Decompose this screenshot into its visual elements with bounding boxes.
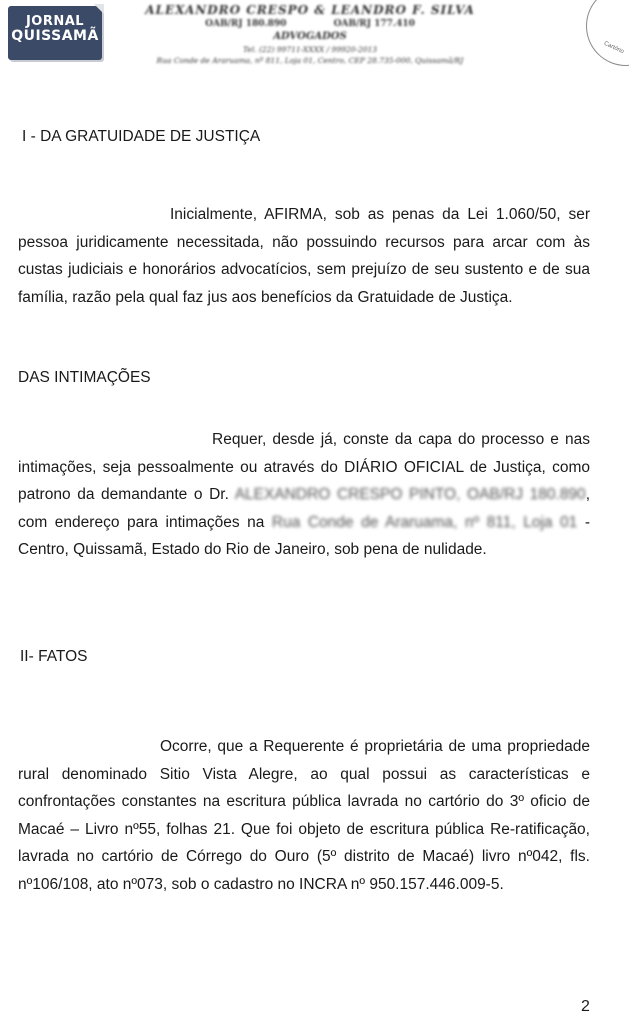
logo-corner-fold [94, 4, 104, 14]
letterhead-oab-line [110, 18, 510, 30]
section-heading-fatos: II- FATOS [20, 648, 88, 665]
newspaper-logo [8, 6, 102, 60]
paragraph-fatos-text: Ocorre, que a Requerente é proprietária de uma propriedade rural denominado Sitio Vista Alegre, ao qual possui as características e confrontações constantes na escritura pública lavrada no cartório do 3º oficio de Macaé – Livro nº55, folhas 21. Que foi objeto de escritura pública Re-ratificação, lavrada no cartório de Córrego do Ouro (5º distrito de Macaé) livro nº042, fls. nº106/108, ato nº073, sob o cadastro no INCRA nº 950.157.446.009-5. [18, 738, 590, 893]
paragraph-fatos [18, 733, 590, 898]
redacted-address: Rua Conde de Araruama, nº 811, Loja 01 [271, 513, 578, 531]
letterhead-subtitle: ADVOGADOS [273, 31, 347, 42]
oab-left: OAB/RJ 180.890 [205, 19, 287, 29]
paragraph-gratuidade-text: Inicialmente, AFIRMA, sob as penas da Lei 1.060/50, ser pessoa juridicamente necessitada, não possuindo recursos para arcar com às custas judiciais e honorários advocatícios, sem prejuízo de seu sustento e de sua família, razão pela qual faz jus aos benefícios da Gratuidade de Justiça. [18, 206, 590, 306]
court-seal-stamp [586, 0, 629, 66]
paragraph-intimacoes [18, 426, 590, 564]
paragraph-gratuidade [18, 201, 590, 311]
page-number: 2 [581, 998, 590, 1015]
intimacoes-text-2: , com endereço para intimações na [18, 486, 590, 531]
logo-line-1: JORNAL [25, 14, 85, 29]
oab-right: OAB/RJ 177.410 [333, 19, 415, 29]
letterhead [110, 3, 510, 66]
letterhead-title: ALEXANDRO CRESPO & LEANDRO F. SILVA [145, 3, 475, 17]
seal-text-side: Cartório [602, 40, 625, 56]
redacted-lawyer-name: ALEXANDRO CRESPO PINTO, OAB/RJ 180.890 [234, 486, 586, 503]
section-heading-gratuidade: I - DA GRATUIDADE DE JUSTIÇA [22, 128, 261, 145]
letterhead-contact: Tel. (22) 99711-XXXX / 99920-2013 [242, 45, 378, 54]
logo-line-2: QUISSAMÃ [11, 27, 99, 44]
intimacoes-text-1: Requer, desde já, conste da capa do processo e nas intimações, seja pessoalmente ou através do DIÁRIO OFICIAL de Justiça, como patrono da demandante o Dr. [18, 431, 590, 503]
letterhead-address: Rua Conde de Araruama, nº 811, Loja 01, Centro, CEP 28.735-000, Quissamã/RJ [156, 56, 464, 65]
intimacoes-text-3: - Centro, Quissamã, Estado do Rio de Janeiro, sob pena de nulidade. [18, 513, 590, 558]
section-heading-intimacoes: DAS INTIMAÇÕES [18, 369, 151, 386]
